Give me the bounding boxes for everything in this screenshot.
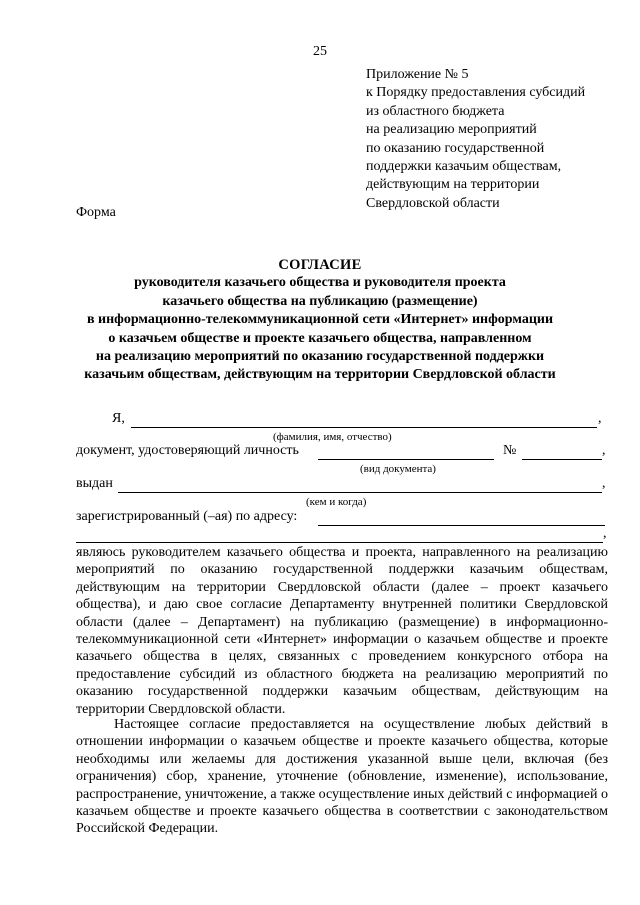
appendix-line: из областного бюджета (366, 103, 505, 119)
document-caption: (вид документа) (360, 463, 436, 475)
appendix-line: к Порядку предоставления субсидий (366, 85, 586, 101)
title-line: казачьего общества на публикацию (размещение) (162, 293, 478, 309)
appendix-line: действующим на территории (366, 177, 540, 193)
document-number-field[interactable] (522, 459, 602, 460)
title-line: на реализацию мероприятий по оказанию государственной поддержки (95, 349, 545, 365)
title-line: руководителя казачьего общества и руководителя проекта (134, 275, 506, 291)
appendix-line: на реализацию мероприятий (366, 122, 537, 138)
document-type-field[interactable] (318, 459, 494, 460)
issued-label: выдан (76, 476, 113, 491)
document-label: документ, удостоверяющий личность (76, 443, 299, 458)
number-label: № (503, 443, 517, 458)
title-line: казачьим обществам, действующим на территории Свердловской области (84, 367, 556, 383)
appendix-header (366, 66, 585, 213)
fio-caption: (фамилия, имя, отчество) (273, 431, 392, 443)
title-line: о казачьем обществе и проекте казачьего общества, направленном (108, 330, 532, 346)
title-main: СОГЛАСИЕ (278, 257, 362, 273)
appendix-line: Приложение № 5 (366, 67, 469, 82)
fio-field[interactable] (131, 427, 597, 428)
address-label: зарегистрированный (–ая) по адресу: (76, 509, 298, 524)
appendix-line: Свердловской области (366, 195, 500, 211)
issued-caption: (кем и когда) (306, 496, 367, 508)
i-label: Я, (112, 411, 125, 426)
paragraph-consent: являюсь руководителем казачьего общества и проекта, направленного на реализацию мероприятий по оказанию государственной поддержки казачьим обществам, действующим на территории Свердловской области (далее – проект казачьего общества), и даю свое согласие Департаменту внутренней политики Свердловской области (далее – Департамент) на публикацию (размещение) в информационно-телекоммуникационной сети «Интернет» информации о казачьем обществе и проекте казачьего общества в целях, связанных с проведением конкурсного отбора на предоставление субсидий из областного бюджета на реализацию мероприятий по оказанию государственной поддержки казачьим обществам, действующим на территории Свердловской области. (76, 545, 608, 717)
address-field[interactable] (318, 525, 605, 526)
address-field-line2[interactable] (76, 542, 603, 543)
form-label: Форма (76, 205, 116, 220)
appendix-line: по оказанию государственной (366, 140, 545, 156)
document-title (0, 256, 640, 385)
paragraph-scope: Настоящее согласие предоставляется на осуществление любых действий в отношении информации о казачьем обществе и проекте казачьего общества, которые необходимы или желаемы для достижения указанной выше цели, включая (без ограничения) сбор, хранение, уточнение (обновление, изменение), использование, распространение, уничтожение, а также осуществление иных действий с информацией о казачьем обществе и проекте казачьего общества в соответствии с законодательством Российской Федерации. (76, 717, 608, 837)
fio-end: , (598, 411, 602, 426)
address-end: , (603, 526, 607, 541)
page-number: 25 (313, 44, 327, 59)
issued-field[interactable] (118, 492, 602, 493)
document-end: , (602, 443, 606, 458)
issued-end: , (602, 476, 606, 491)
appendix-line: поддержки казачьим обществам, (366, 159, 562, 175)
title-line: в информационно-телекоммуникационной сети «Интернет» информации (86, 312, 554, 328)
